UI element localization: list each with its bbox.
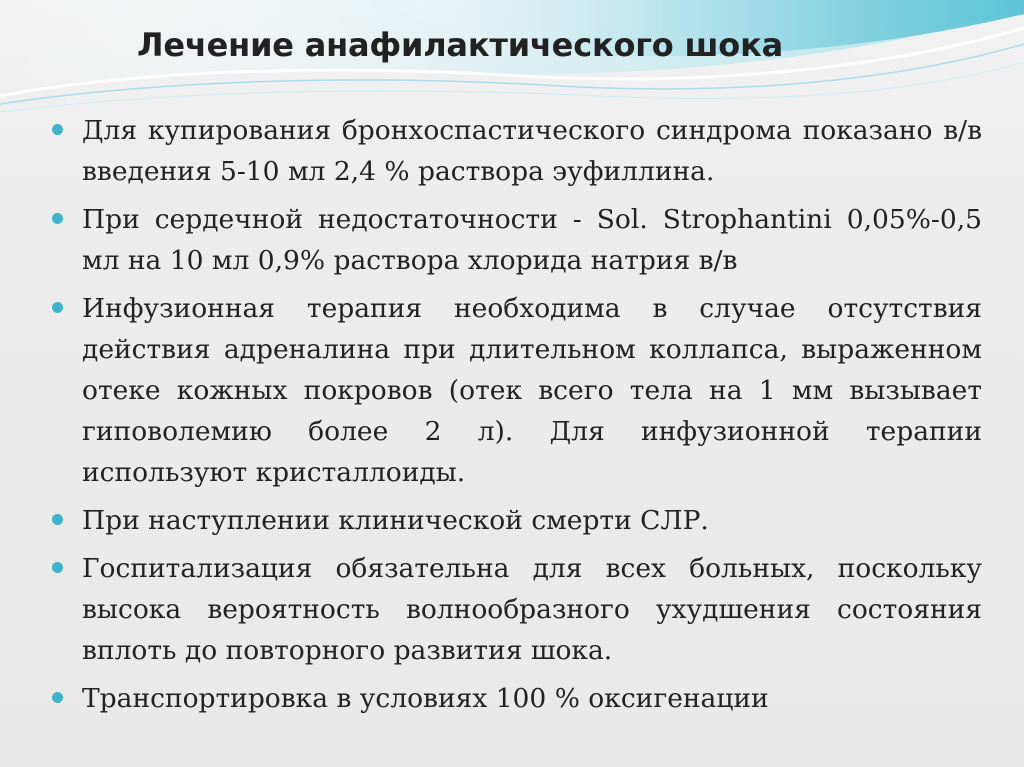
round-dot-icon [52, 514, 63, 525]
list-item-text: Госпитализация обязательна для всех больных, поскольку высока вероятность волнообразного ухудшения состояния вплоть до повторного развития шока. [82, 553, 982, 666]
list-item-text: Инфузионная терапия необходима в случае отсутствия действия адреналина при длительном коллапса, выраженном отеке кожных покровов (отек всего тела на 1 мм вызывает гиповолемию более 2 л). Для инфузионной терапии используют кристаллоиды. [82, 293, 982, 488]
round-dot-icon [52, 302, 63, 313]
list-item [48, 548, 982, 671]
slide-title: Лечение анафилактического шока [137, 26, 783, 64]
list-item [48, 500, 982, 541]
list-item-text: При наступлении клинической смерти СЛР. [82, 505, 709, 536]
list-item [48, 678, 982, 719]
list-item-text: При сердечной недостаточности - Sol. Strophantini 0,05%-0,5 мл на 10 мл 0,9% раствора хлорида натрия в/в [82, 204, 982, 276]
list-item [48, 288, 982, 493]
list-item-text: Транспортировка в условиях 100 % оксигенации [82, 683, 769, 714]
round-dot-icon [52, 213, 63, 224]
list-item [48, 199, 982, 281]
round-dot-icon [52, 692, 63, 703]
round-dot-icon [52, 124, 63, 135]
list-item [48, 110, 982, 192]
bullet-list [48, 110, 982, 726]
list-item-text: Для купирования бронхоспастического синдрома показано в/в введения 5-10 мл 2,4 % раствора эуфиллина. [82, 115, 982, 187]
round-dot-icon [52, 562, 63, 573]
